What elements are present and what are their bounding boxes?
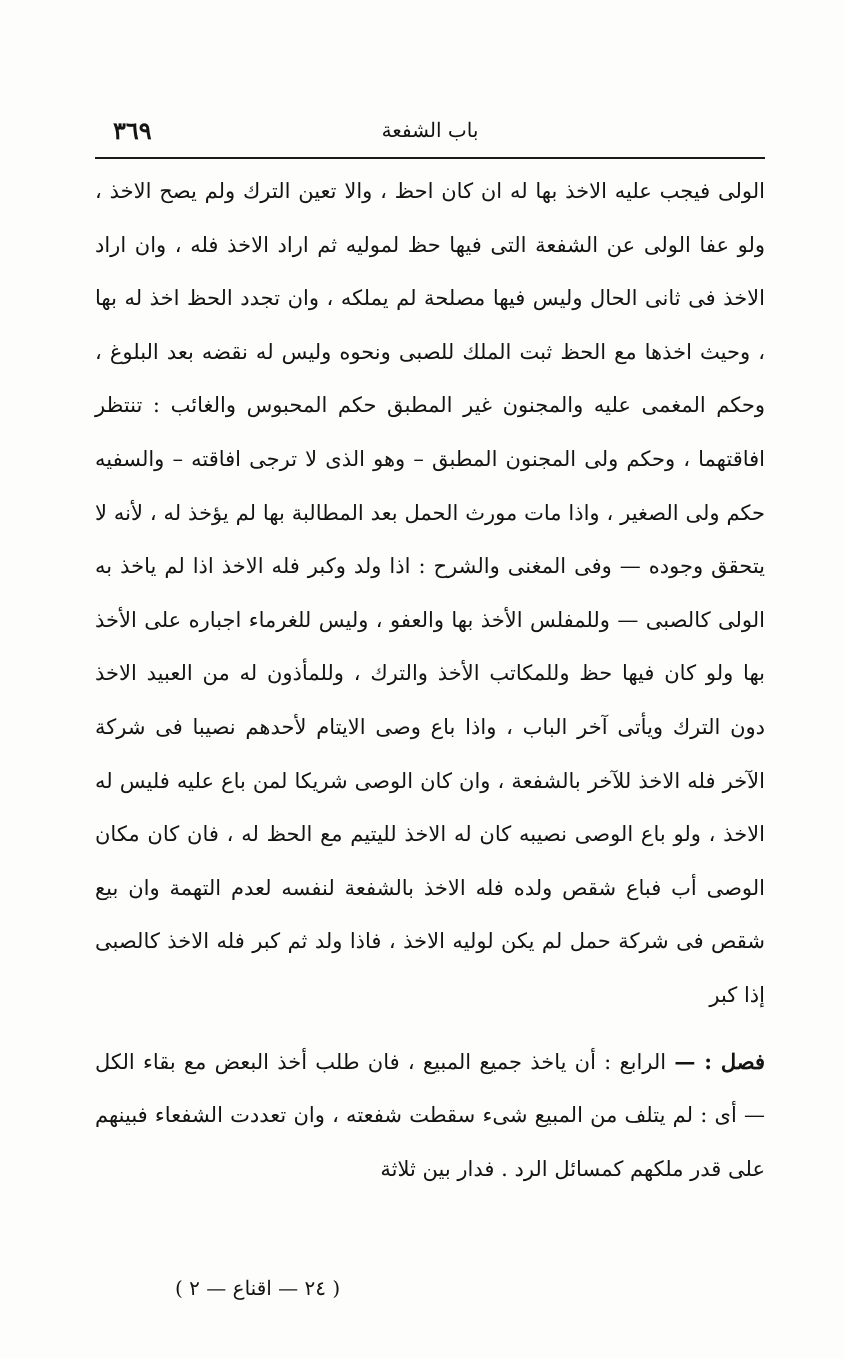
printer-signature: ( ٢٤ — اقناع — ٢ ) (175, 1276, 341, 1300)
chapter-title: باب الشفعة (381, 118, 479, 142)
section-label: فصل : — (674, 1048, 766, 1074)
page-header (95, 108, 765, 154)
header-rule (95, 157, 765, 159)
section-text: الرابع : أن ياخذ جميع المبيع ، فان طلب أخذ البعض مع بقاء الكل — أى : لم يتلف من المبيع شىء سقطت شفعته ، وان تعددت الشفعاء فبينهم على قدر ملكهم كمسائل الرد . فدار بين ثلاثة (95, 1049, 765, 1181)
body-paragraph: الولى فيجب عليه الاخذ بها له ان كان احظ ، والا تعين الترك ولم يصح الاخذ ، ولو عفا الولى عن الشفعة التى فيها حظ لموليه ثم اراد الاخذ فله ، وان اراد الاخذ فى ثانى الحال وليس فيها مصلحة لم يملكه ، وان تجدد الحظ اخذ له بها ، وحيث اخذها مع الحظ ثبت الملك للصبى ونحوه وليس له نقضه بعد البلوغ ، وحكم المغمى عليه والمجنون غير المطبق حكم المحبوس والغائب : تنتظر افاقتهما ، وحكم ولى المجنون المطبق – وهو الذى لا ترجى افاقته – والسفيه حكم ولى الصغير ، واذا مات مورث الحمل بعد المطالبة بها لم يؤخذ له ، لأنه لا يتحقق وجوده — وفى المغنى والشرح : اذا ولد وكبر فله الاخذ اذا لم ياخذ به الولى كالصبى — وللمفلس الأخذ بها والعفو ، وليس للغرماء اجباره على الأخذ بها ولو كان فيها حظ وللمكاتب الأخذ والترك ، وللمأذون له من العبيد الاخذ دون الترك ويأتى آخر الباب ، واذا باع وصى الايتام لأحدهم نصيبا فى شركة الآخر فله الاخذ للآخر بالشفعة ، وان كان الوصى شريكا لمن باع عليه فليس له الاخذ ، ولو باع الوصى نصيبه كان له الاخذ لليتيم مع الحظ له ، فان كان مكان الوصى أب فباع شقص ولده فله الاخذ بالشفعة لنفسه لعدم التهمة وان بيع شقص فى شركة حمل لم يكن لوليه الاخذ ، فاذا ولد ثم كبر فله الاخذ كالصبى إذا كبر (95, 179, 765, 1007)
page-body (95, 165, 765, 1196)
section-paragraph (95, 1035, 765, 1197)
page-number: ٣٦٩ (113, 116, 152, 145)
